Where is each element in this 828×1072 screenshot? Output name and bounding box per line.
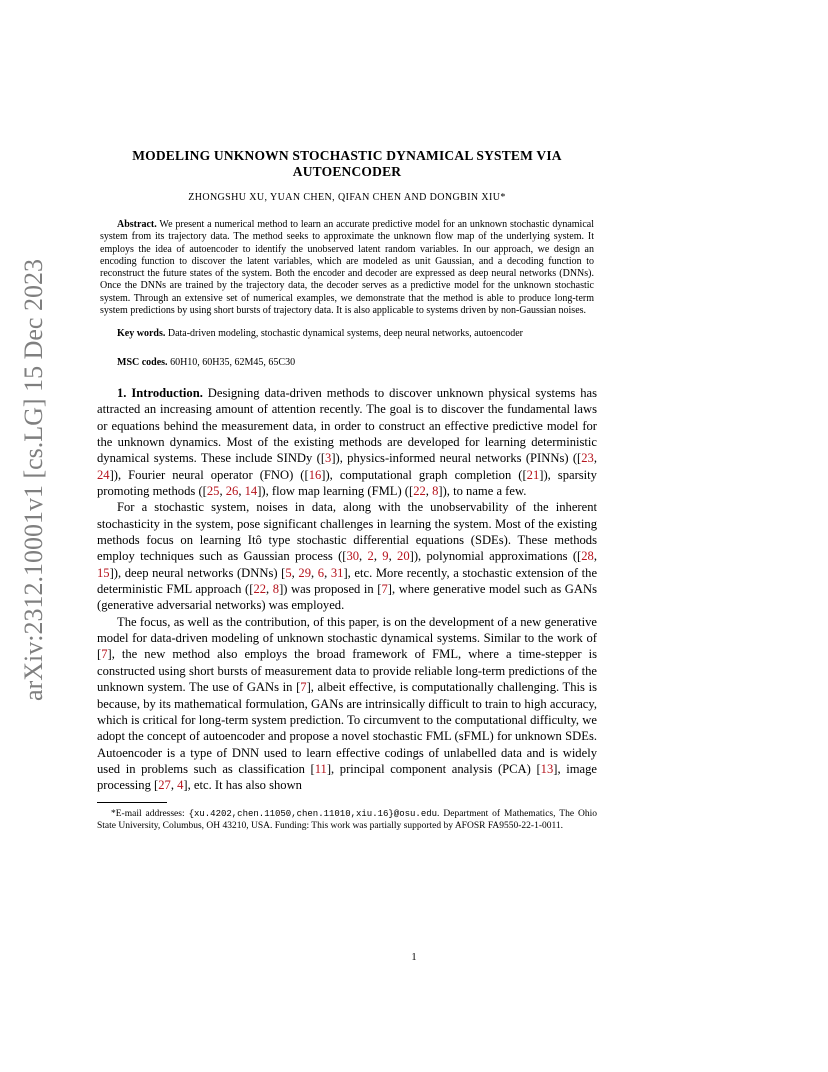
footnote xyxy=(97,802,597,832)
p2-seg: , xyxy=(373,549,383,564)
p3-seg: ], etc. It has also shown xyxy=(183,778,302,793)
p3-seg: ], image processing [ xyxy=(97,761,598,793)
citation-link[interactable]: 5 xyxy=(285,565,292,580)
p1-seg: , xyxy=(593,451,597,466)
p2-seg: , xyxy=(324,565,331,580)
p2-seg: ], where generative model such as GANs (generative adversarial networks) was employed. xyxy=(97,582,597,613)
p3-seg: ], principal component analysis (PCA) [ xyxy=(326,761,541,776)
citation-link[interactable]: 21 xyxy=(526,467,540,482)
citation-link[interactable]: 30 xyxy=(346,549,360,564)
p1-seg: ]), physics-informed neural networks (PINNs) ([ xyxy=(331,451,582,466)
p3-seg: , xyxy=(170,778,178,793)
p2-seg: , xyxy=(291,565,299,580)
abstract-text: We present a numerical method to learn an accurate predictive model for an unknown stochastic dynamical system from its trajectory data. The method seeks to approximate the unknown flow map of the underlying system. It employs the idea of autoencoder to identify the unobserved latent random variables. In our approach, we design an encoding function to discover the latent variables, which are modeled as unit Gaussian, and a decoding function to reconstruct the future states of the system. Both the encoder and decoder are expressed as deep neural networks (DNNs). Once the DNNs are trained by the trajectory data, the decoder serves as a predictive model for the unknown stochastic system. Through an extensive set of numerical examples, we demonstrate that the method is able to produce long-term system predictions by using short bursts of trajectory data. It is also applicable to systems driven by non-Gaussian noises. xyxy=(100,219,594,317)
p2-seg: , xyxy=(388,549,398,564)
keywords xyxy=(97,328,597,340)
citation-link[interactable]: 15 xyxy=(97,565,110,580)
citation-link[interactable]: 22 xyxy=(413,484,426,499)
p2-seg: , xyxy=(359,549,368,564)
citation-link[interactable]: 23 xyxy=(581,451,594,466)
footnote-rule xyxy=(97,802,167,803)
intro-paragraph-1 xyxy=(97,385,597,499)
p1-seg: Designing data-driven methods to discover unknown physical systems has attracted an increasing amount of attention recently. The goal is to discover the fundamental laws or equations behind the measurement data, in order to construct an effective predictive model for the unknown dynamics. Most of the existing methods are developed for learning deterministic dynamical systems. These include SINDy ([ xyxy=(97,385,597,466)
citation-link[interactable]: 2 xyxy=(367,549,374,564)
footnote-emails: {xu.4202,chen.11050,chen.11010,xiu.16}@osu.edu xyxy=(188,808,438,819)
p2-seg: , xyxy=(593,549,597,564)
keywords-label: Key words. xyxy=(117,328,166,340)
citation-link[interactable]: 14 xyxy=(244,484,258,499)
author-list: ZHONGSHU XU, YUAN CHEN, QIFAN CHEN AND DONGBIN XIU* xyxy=(188,192,506,203)
citation-link[interactable]: 25 xyxy=(206,484,220,499)
footnote-text: . Department of Mathematics, The Ohio State University, Columbus, OH 43210, USA. Funding: This work was partially supported by AFOSR FA9550-22-1-0011. xyxy=(97,808,598,831)
citation-link[interactable]: 27 xyxy=(158,778,171,793)
title-line-1: MODELING UNKNOWN STOCHASTIC DYNAMICAL SYSTEM VIA xyxy=(132,148,562,163)
citation-link[interactable]: 8 xyxy=(432,484,439,499)
paper-title xyxy=(97,148,597,180)
abstract xyxy=(97,219,597,317)
p1-seg: ]), flow map learning (FML) ([ xyxy=(257,484,414,499)
paper-page xyxy=(97,148,597,832)
citation-link[interactable]: 3 xyxy=(325,451,332,466)
footnote-prefix: *E-mail addresses: xyxy=(111,808,189,819)
p1-seg: ]), Fourier neural operator (FNO) ([ xyxy=(109,467,309,482)
p3-seg: ], the new method also employs the broad framework of FML, where a time-stepper is constructed using short bursts of measurement data to provide reliable long-term predictions of the unknown system. The use of GANs in [ xyxy=(97,647,597,695)
p1-seg: ]), computational graph completion ([ xyxy=(321,467,527,482)
intro-paragraph-2 xyxy=(97,499,597,613)
citation-link[interactable]: 16 xyxy=(308,467,322,482)
citation-link[interactable]: 6 xyxy=(317,565,325,580)
p2-seg: ], etc. More recently, a stochastic extension of the deterministic FML approach ([ xyxy=(97,565,598,597)
p2-seg: ]), polynomial approximations ([ xyxy=(409,549,582,564)
page-number: 1 xyxy=(411,952,417,963)
p2-seg: , xyxy=(266,582,273,597)
citation-link[interactable]: 11 xyxy=(314,761,327,776)
section-heading: 1. Introduction. xyxy=(117,385,203,400)
citation-link[interactable]: 20 xyxy=(397,549,410,564)
p1-seg: ]), sparsity promoting methods ([ xyxy=(97,467,597,499)
p3-seg: ], albeit effective, is computationally challenging. This is because, by its mathematical formulation, GANs are intrinsically difficult to train to high accuracy, which is critical for long-term system prediction. To circumvent to the computational difficulty, we adopt the concept of autoencoder and propose a novel stochastic FML (sFML) for unknown SDEs. Autoencoder is a type of DNN used to learn effective codings of unlabelled data and is widely used in problems such as classification [ xyxy=(97,680,597,776)
citation-link[interactable]: 13 xyxy=(540,761,554,776)
title-line-2: AUTOENCODER xyxy=(292,164,402,179)
p1-seg: , xyxy=(238,484,245,499)
p2-seg: ]), deep neural networks (DNNs) [ xyxy=(109,565,286,580)
msc-text: 60H10, 60H35, 62M45, 65C30 xyxy=(167,356,296,368)
citation-link[interactable]: 7 xyxy=(381,582,388,597)
citation-link[interactable]: 26 xyxy=(225,484,239,499)
p2-seg: For a stochastic system, noises in data, along with the unobservability of the inherent stochasticity in the system, pose significant challenges in learning the system. Most of the existing methods focus on learning Itô type stochastic differential equations (SDEs). These methods employ techniques such as Gaussian process ([ xyxy=(97,500,597,564)
citation-link[interactable]: 7 xyxy=(101,647,108,662)
p2-seg: ]) was proposed in [ xyxy=(279,582,382,597)
keywords-text: Data-driven modeling, stochastic dynamical systems, deep neural networks, autoencoder xyxy=(165,328,524,340)
p1-seg: , xyxy=(425,484,433,499)
msc-codes xyxy=(97,357,597,369)
p3-seg: The focus, as well as the contribution, of this paper, is on the development of a new generative model for data-driven modeling of unknown stochastic dynamical systems. Similar to the work of [ xyxy=(97,614,597,662)
citation-link[interactable]: 29 xyxy=(298,565,312,580)
p2-seg: , xyxy=(311,565,318,580)
citation-link[interactable]: 7 xyxy=(300,680,307,695)
citation-link[interactable]: 22 xyxy=(253,582,267,597)
arxiv-identifier: arXiv:2312.10001v1 [cs.LG] 15 Dec 2023 xyxy=(19,259,48,701)
abstract-label: Abstract. xyxy=(117,219,157,230)
citation-link[interactable]: 4 xyxy=(177,778,184,793)
msc-label: MSC codes. xyxy=(117,356,168,368)
arxiv-stamp xyxy=(19,259,48,701)
p1-seg: , xyxy=(219,484,226,499)
p1-seg: ]), to name a few. xyxy=(438,484,527,499)
intro-paragraph-3 xyxy=(97,614,597,794)
citation-link[interactable]: 24 xyxy=(97,467,110,482)
citation-link[interactable]: 9 xyxy=(382,549,389,564)
introduction-section xyxy=(97,385,597,794)
citation-link[interactable]: 31 xyxy=(330,565,344,580)
citation-link[interactable]: 28 xyxy=(581,549,594,564)
citation-link[interactable]: 8 xyxy=(272,582,280,597)
